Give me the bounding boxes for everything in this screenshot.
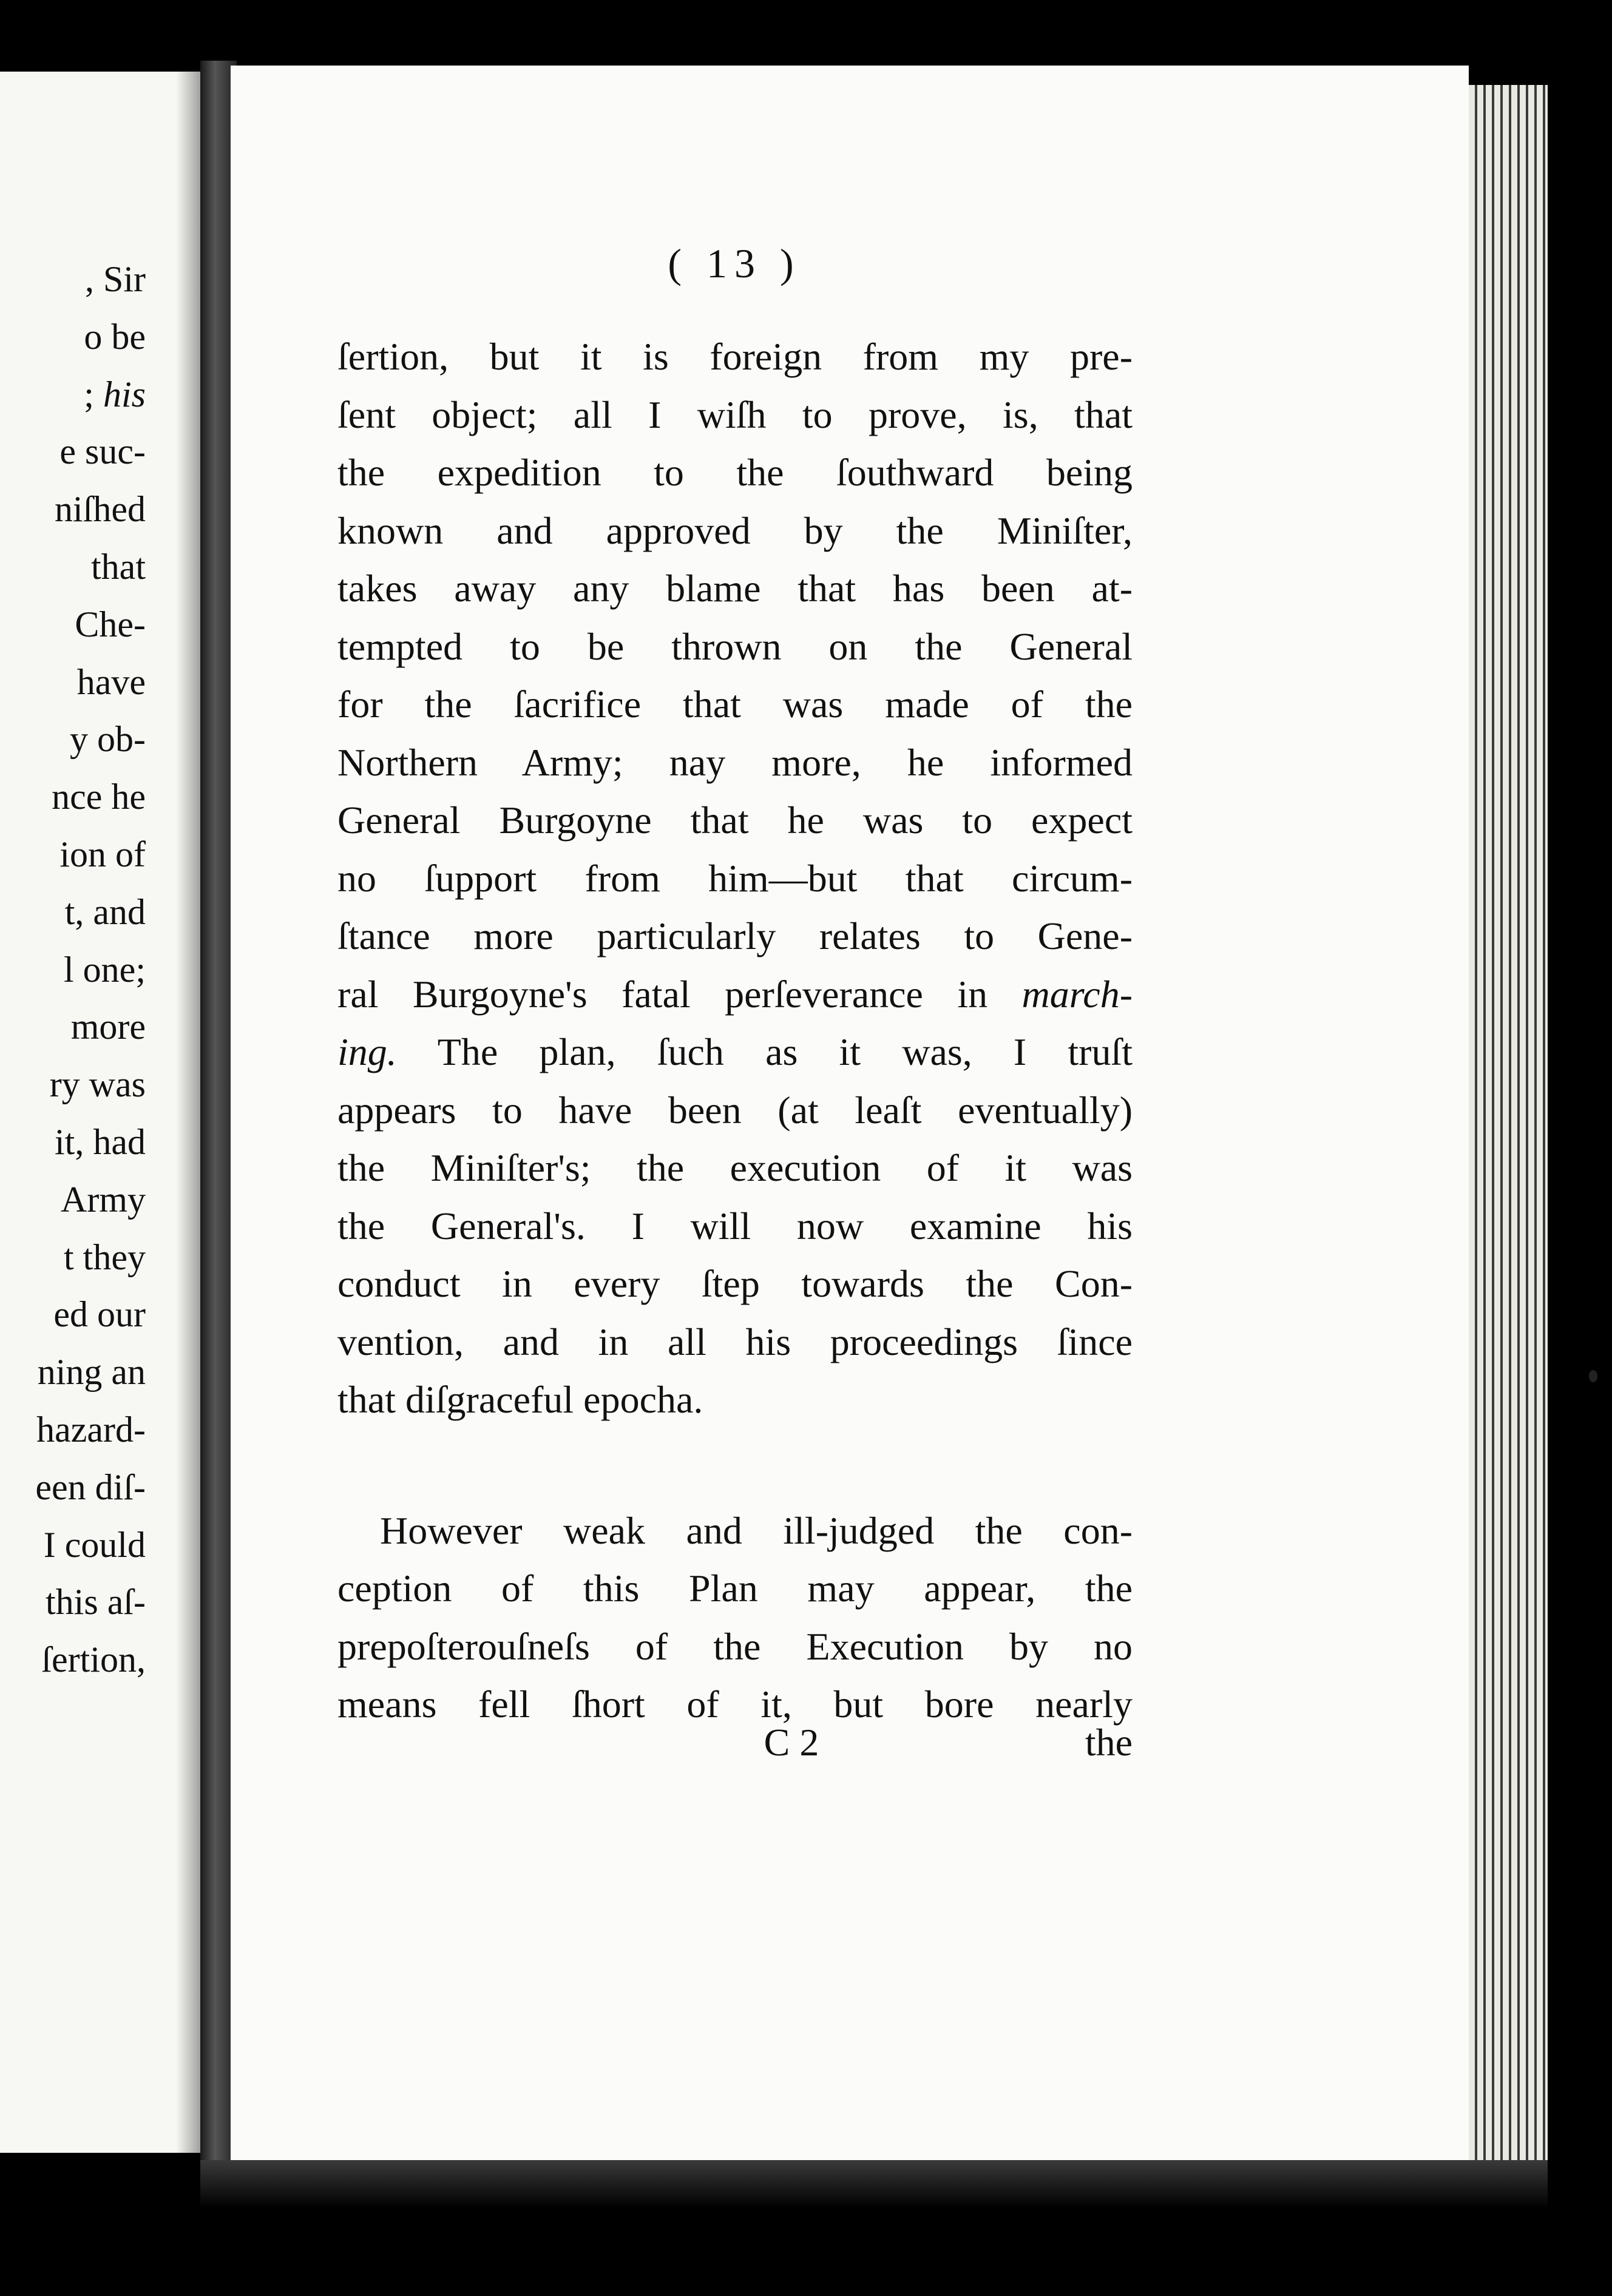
text-line: ſent object; all I wiſh to prove, is, that xyxy=(337,393,1133,436)
text-line: no ſupport from him—but that circum- xyxy=(337,856,1133,900)
text-line: prepoſterouſneſs of the Execution by no xyxy=(337,1624,1133,1668)
left-text-line: ; his xyxy=(84,374,146,414)
left-text-line: een diſ- xyxy=(35,1467,146,1507)
ink-speck xyxy=(1589,1370,1597,1382)
left-text-line: Army xyxy=(61,1179,146,1220)
left-text-line: ning an xyxy=(37,1352,146,1393)
left-text-line: t, and xyxy=(64,891,146,932)
left-text-line: nce he xyxy=(52,777,146,817)
left-text-line: it, had xyxy=(55,1122,146,1162)
paragraph-1 xyxy=(337,328,1133,1429)
text-line: ing. The plan, ſuch as it was, I truſt xyxy=(337,1030,1133,1073)
left-text-line: y ob- xyxy=(70,719,146,760)
left-text-line: l one; xyxy=(64,949,146,990)
left-text-line: ed our xyxy=(53,1294,146,1335)
signature-mark: C 2 xyxy=(764,1721,819,1764)
left-text-line: ry was xyxy=(49,1064,146,1105)
text-line: known and approved by the Miniſter, xyxy=(337,508,1133,552)
left-text-line: that xyxy=(91,547,146,587)
text-line: However weak and ill-judged the con- xyxy=(380,1508,1133,1552)
bottom-shadow xyxy=(200,2160,1548,2209)
page-number: ( 13 ) xyxy=(668,240,801,286)
main-text-block xyxy=(337,328,1133,1734)
paragraph-2 xyxy=(337,1502,1133,1734)
text-line: means fell ſhort of it, but bore nearly xyxy=(337,1683,1133,1726)
text-line: that diſgraceful epocha. xyxy=(337,1378,703,1421)
text-line: the General's. I will now examine his xyxy=(337,1204,1133,1248)
left-text-line: more xyxy=(70,1007,146,1047)
text-line: General Burgoyne that he was to expect xyxy=(337,799,1133,842)
left-text-line: this aſ- xyxy=(46,1582,146,1622)
left-text-line: have xyxy=(76,661,146,702)
left-text-line: ion of xyxy=(59,834,146,874)
left-text-line: t they xyxy=(64,1237,146,1277)
left-text-line: o be xyxy=(84,316,146,357)
left-text-line: hazard- xyxy=(36,1410,146,1450)
text-line: appears to have been (at leaſt eventually) xyxy=(337,1088,1133,1132)
page-edges xyxy=(1469,85,1548,2178)
text-line: vention, and in all his proceedings ſince xyxy=(337,1320,1133,1363)
text-line: ception of this Plan may appear, the xyxy=(337,1567,1133,1610)
paragraph-gap xyxy=(337,1429,1133,1502)
catchword: the xyxy=(1085,1721,1133,1764)
text-line: the expedition to the ſouthward being xyxy=(337,451,1133,494)
text-line: takes away any blame that has been at- xyxy=(337,567,1133,610)
left-text-line: , Sir xyxy=(84,259,146,299)
left-text-line: Che- xyxy=(75,604,146,644)
left-text-line: e suc- xyxy=(59,431,146,472)
text-line: Northern Army; nay more, he informed xyxy=(337,740,1133,784)
text-line: ſertion, but it is foreign from my pre- xyxy=(337,335,1133,378)
text-line: tempted to be thrown on the General xyxy=(337,624,1133,668)
text-line: for the ſacrifice that was made of the xyxy=(337,683,1133,726)
page-footer xyxy=(337,1720,1133,1769)
left-text-line: niſhed xyxy=(55,489,146,530)
left-page-gutter-shadow xyxy=(176,72,200,2153)
text-line: ral Burgoyne's fatal perſeverance in march- xyxy=(337,972,1133,1016)
left-text-line: I could xyxy=(43,1524,146,1565)
text-line: conduct in every ſtep towards the Con- xyxy=(337,1262,1133,1305)
text-line: the Miniſter's; the execution of it was xyxy=(337,1146,1133,1189)
text-line: ſtance more particularly relates to Gene- xyxy=(337,914,1133,957)
left-text-line: ſertion, xyxy=(41,1639,146,1680)
left-facing-page xyxy=(0,72,200,2153)
